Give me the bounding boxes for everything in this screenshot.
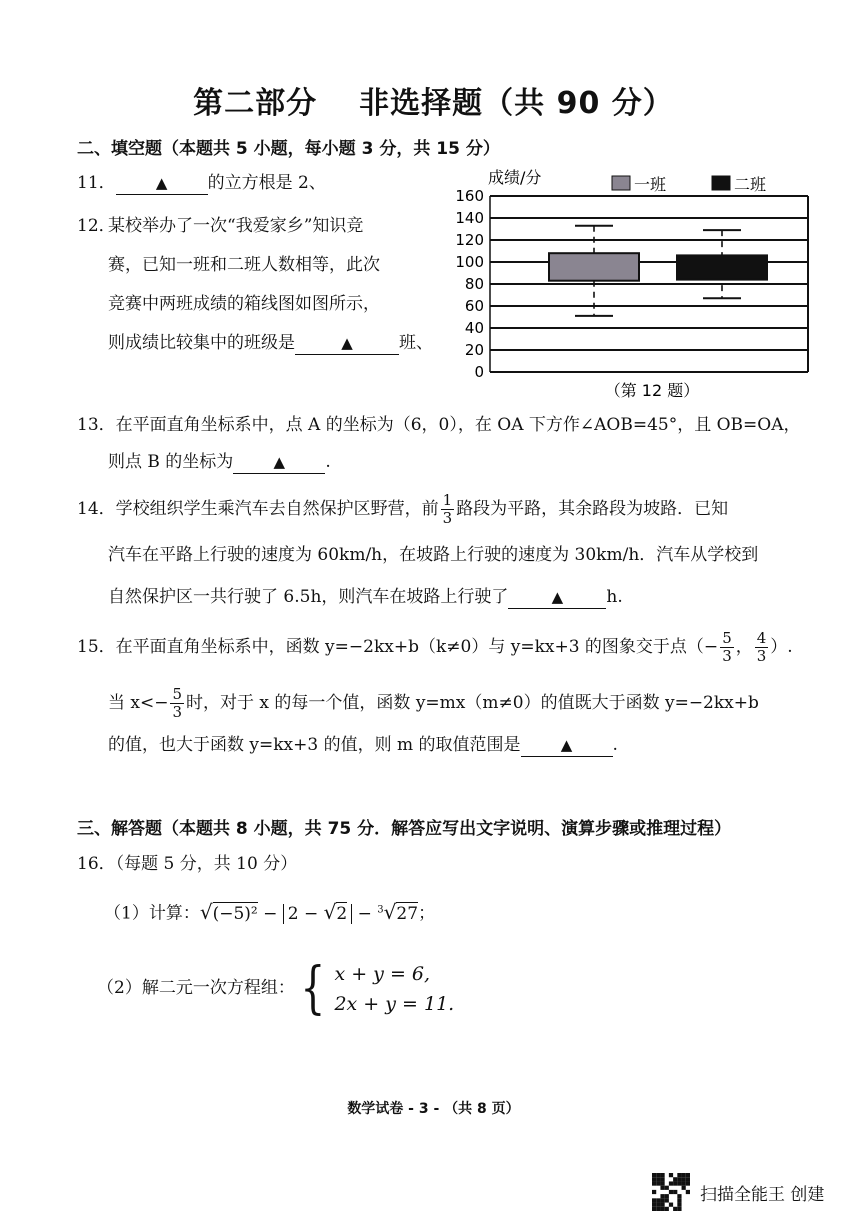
question-14	[77, 492, 728, 527]
q15-py-denominator: 3	[756, 647, 767, 665]
chart-caption: （第 12 题）	[604, 381, 700, 400]
q13-line-1: 在平面直角坐标系中，点 A 的坐标为（6，0），在 OA 下方作∠AOB=45°，且 OB=OA，	[115, 415, 801, 435]
q16-part-1-expression: √(−5)² − 2 − √2 − $^3$√27	[199, 899, 419, 924]
q12-line-4	[108, 331, 433, 355]
q15-point-y	[755, 630, 769, 665]
q12-line-2: 赛，已知一班和二班人数相等，此次	[108, 255, 380, 275]
q16-part-1	[104, 898, 435, 926]
q16-heading: 16．（每题 5 分，共 10 分）	[77, 854, 298, 874]
q15-line-2-fraction	[170, 686, 184, 721]
y-tick-label: 40	[464, 319, 484, 337]
y-tick-label: 100	[455, 253, 484, 271]
q14-line-2: 汽车在平路上行驶的速度为 60km/h，在坡路上行驶的速度为 30km/h．汽车从学校到	[108, 545, 759, 565]
page-footer: 数学试卷 - 3 - （共 8 页）	[347, 1101, 520, 1117]
q12-line-1: 某校举办了一次“我爱家乡”知识竞	[108, 216, 364, 236]
q14-number: 14．	[77, 499, 116, 519]
q15-line-3-post: .	[612, 735, 618, 755]
legend-label: 二班	[734, 175, 767, 194]
left-brace-icon: {	[300, 955, 326, 1021]
q16-equation-1: x + y = 6,	[334, 962, 431, 985]
q15-point-x	[720, 630, 734, 665]
box-2	[677, 255, 767, 279]
q15-l2-denominator: 3	[172, 703, 183, 721]
q16-equation-2: 2x + y = 11.	[334, 992, 455, 1015]
q11-text: 的立方根是 2、	[207, 173, 326, 193]
chart-legend	[612, 175, 766, 194]
box-1	[549, 253, 639, 281]
blank-triangle-icon: ▲	[551, 588, 564, 606]
blank-triangle-icon: ▲	[273, 453, 286, 471]
section-3-heading: 三、解答题（本题共 8 小题，共 75 分．解答应写出文字说明、演算步骤或推理过程）	[77, 819, 732, 839]
blank-triangle-icon: ▲	[341, 334, 353, 352]
q15-px-numerator: 5	[722, 629, 732, 647]
q13-number: 13．	[77, 415, 116, 435]
q15-l2-numerator: 5	[172, 685, 183, 703]
sqrt-icon: √	[323, 899, 337, 924]
q16-abs-radicand: 2	[336, 903, 348, 924]
question-13	[77, 413, 801, 437]
q14-line-1-post: 路段为平路，其余路段为坡路．已知	[456, 499, 729, 519]
q12-number: 12．	[77, 216, 116, 236]
q16-cube-root-index: 3	[377, 904, 384, 915]
y-tick-label: 0	[474, 363, 484, 381]
q16-part-1-label: （1）计算：	[104, 903, 200, 924]
q14-fraction	[441, 492, 455, 527]
legend-swatch	[712, 176, 730, 190]
q15-line-2	[108, 686, 759, 721]
q15-line-3	[108, 733, 618, 757]
q13-line-2-pre: 则点 B 的坐标为	[108, 452, 234, 472]
q15-line-2-pre: 当 x<−	[108, 693, 169, 713]
y-tick-label: 140	[455, 209, 484, 227]
chart-ylabel: 成绩/分	[488, 168, 542, 187]
q15-answer-blank[interactable]	[521, 736, 613, 757]
q15-line-1-post: ）.	[770, 637, 793, 657]
scanner-text: 扫描全能王 创建	[700, 1184, 825, 1205]
question-11	[77, 171, 326, 195]
sqrt-icon: √	[199, 899, 213, 924]
q16-part-1-end: ；	[418, 903, 436, 924]
q15-py-numerator: 4	[756, 629, 767, 647]
q16-abs-left: 2 −	[287, 903, 324, 924]
q11-number: 11．	[77, 173, 116, 193]
question-15	[77, 630, 793, 665]
blank-triangle-icon: ▲	[155, 174, 168, 192]
cube-root-icon: √	[383, 899, 397, 924]
q14-answer-blank[interactable]	[508, 588, 606, 609]
q16-sqrt-radicand: (−5)²	[212, 903, 258, 924]
q13-answer-blank[interactable]	[233, 453, 325, 474]
q14-line-3-post: h.	[606, 587, 623, 607]
q13-line-2-post: .	[325, 452, 331, 472]
chart-tick-labels	[455, 187, 484, 381]
y-tick-label: 160	[455, 187, 484, 205]
q15-line-3-pre: 的值，也大于函数 y=kx+3 的值，则 m 的取值范围是	[108, 735, 521, 755]
q16-absolute-value	[283, 899, 352, 924]
legend-label: 一班	[634, 175, 667, 194]
legend-swatch	[612, 176, 630, 190]
q15-sep: ，	[735, 637, 753, 657]
q12-last-pre: 则成绩比较集中的班级是	[108, 333, 295, 353]
y-tick-label: 60	[464, 297, 484, 315]
q15-line-2-post: 时，对于 x 的每一个值，函数 y=mx（m≠0）的值既大于函数 y=−2kx+b	[186, 693, 759, 713]
page-title	[0, 78, 867, 122]
q14-frac-numerator: 1	[442, 491, 453, 509]
q12-last-post: 班、	[399, 333, 433, 353]
y-tick-label: 80	[464, 275, 484, 293]
q14-line-3-pre: 自然保护区一共行驶了 6.5h，则汽车在坡路上行驶了	[108, 587, 509, 607]
section-2-heading: 二、填空题（本题共 5 小题，每小题 3 分，共 15 分）	[77, 139, 500, 159]
scanner-watermark	[652, 1173, 824, 1211]
q11-answer-blank[interactable]	[116, 174, 208, 195]
q16-equation-system	[295, 955, 455, 1021]
title-part: 第二部分	[193, 86, 318, 121]
qr-code-icon	[652, 1173, 690, 1211]
y-tick-label: 120	[455, 231, 484, 249]
blank-triangle-icon: ▲	[560, 736, 573, 754]
q15-px-denominator: 3	[722, 647, 732, 665]
boxplot-chart	[440, 160, 825, 405]
q15-line-1-pre: 在平面直角坐标系中，函数 y=−2kx+b（k≠0）与 y=kx+3 的图象交于点（−	[115, 637, 719, 657]
q12-line-3: 竞赛中两班成绩的箱线图如图所示，	[108, 294, 380, 314]
y-tick-label: 20	[464, 341, 484, 359]
q16-cube-root-radicand: 27	[396, 903, 419, 924]
q16-part-2-label: （2）解二元一次方程组：	[97, 978, 295, 998]
q15-number: 15．	[77, 637, 116, 657]
chart-grid	[490, 196, 808, 372]
q14-frac-denominator: 3	[442, 509, 453, 527]
q13-line-2	[108, 450, 331, 474]
title-name: 非选择题（共 90 分）	[359, 86, 674, 121]
q12-answer-blank[interactable]	[295, 334, 399, 355]
q16-part-2	[97, 955, 454, 1021]
q14-line-3	[108, 585, 623, 609]
q14-line-1-pre: 学校组织学生乘汽车去自然保护区野营，前	[115, 499, 439, 519]
